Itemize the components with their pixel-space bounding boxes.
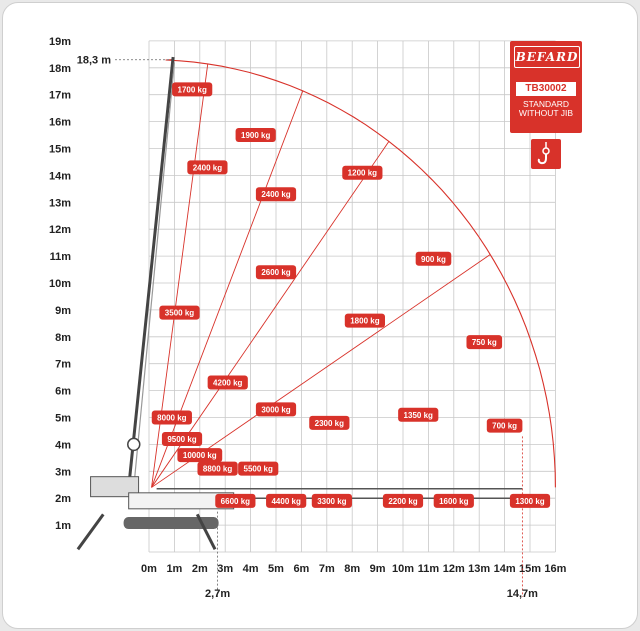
y-tick-label: 6m bbox=[55, 385, 71, 398]
load-label: 1900 kg bbox=[241, 131, 271, 141]
load-label: 9500 kg bbox=[167, 435, 197, 445]
model-label: TB30002 bbox=[516, 82, 576, 96]
x-tick-label: 0m bbox=[141, 563, 157, 575]
load-chart-frame bbox=[2, 2, 638, 629]
load-label: 3300 kg bbox=[317, 496, 347, 506]
max-height-annotation: 18,3 m bbox=[76, 54, 111, 67]
brand-badge bbox=[510, 41, 582, 133]
x-tick-label: 1m bbox=[166, 563, 183, 575]
y-tick-label: 2m bbox=[55, 493, 71, 506]
load-label: 2600 kg bbox=[261, 268, 291, 278]
y-tick-label: 5m bbox=[55, 412, 71, 425]
configuration-label: STANDARD WITHOUT JIB bbox=[518, 99, 574, 118]
y-tick-label: 19m bbox=[48, 35, 71, 48]
x-tick-label: 8m bbox=[344, 563, 361, 575]
x-tick-label: 16m bbox=[544, 563, 567, 575]
load-label: 750 kg bbox=[471, 338, 497, 348]
x-tick-label: 11m bbox=[417, 563, 440, 575]
y-tick-label: 8m bbox=[55, 331, 71, 344]
x-tick-label: 15m bbox=[518, 563, 542, 575]
load-label: 4200 kg bbox=[213, 378, 243, 388]
brand-logo: BEFARD bbox=[514, 46, 580, 68]
y-tick-label: 7m bbox=[55, 358, 71, 371]
y-tick-label: 1m bbox=[55, 520, 71, 533]
y-tick-label: 12m bbox=[48, 224, 71, 237]
y-tick-label: 18m bbox=[48, 62, 71, 75]
x-tick-label: 5m bbox=[268, 563, 284, 575]
y-tick-label: 17m bbox=[48, 89, 71, 102]
x-tick-label: 12m bbox=[442, 563, 465, 575]
x-tick-label: 2m bbox=[191, 563, 208, 575]
y-tick-label: 11m bbox=[49, 251, 71, 264]
boom-sheave bbox=[128, 438, 140, 450]
load-label: 8000 kg bbox=[157, 413, 187, 423]
x-tick-label: 9m bbox=[369, 563, 386, 575]
y-tick-label: 10m bbox=[48, 278, 71, 290]
load-label: 6600 kg bbox=[220, 496, 251, 506]
y-tick-label: 15m bbox=[48, 143, 71, 156]
x-tick-label: 10m bbox=[391, 563, 415, 575]
y-tick-label: 13m bbox=[48, 197, 71, 210]
y-tick-label: 4m bbox=[55, 439, 71, 452]
load-label: 2400 kg bbox=[261, 190, 291, 200]
load-label: 2400 kg bbox=[192, 163, 223, 173]
y-tick-label: 16m bbox=[48, 116, 71, 129]
load-label: 1200 kg bbox=[347, 168, 378, 178]
y-tick-label: 14m bbox=[48, 170, 71, 183]
load-label: 8800 kg bbox=[202, 464, 233, 474]
hook-icon bbox=[531, 139, 561, 169]
load-label: 700 kg bbox=[492, 421, 518, 431]
load-label: 1300 kg bbox=[515, 496, 545, 506]
y-tick-label: 3m bbox=[55, 466, 71, 479]
load-label: 900 kg bbox=[421, 254, 446, 264]
load-label: 1600 kg bbox=[439, 496, 469, 506]
load-label: 3500 kg bbox=[164, 308, 195, 318]
x-tick-label: 14m bbox=[493, 563, 516, 575]
y-tick-label: 9m bbox=[55, 304, 71, 317]
x-tick-label: 13m bbox=[468, 563, 491, 575]
x-tick-label: 4m bbox=[242, 563, 259, 575]
load-label: 2300 kg bbox=[314, 418, 345, 428]
min-radius-annotation: 2,7m bbox=[205, 588, 231, 600]
x-tick-label: 6m bbox=[293, 563, 310, 575]
load-label: 10000 kg bbox=[182, 451, 217, 461]
load-label: 3000 kg bbox=[261, 405, 291, 415]
load-label: 1700 kg bbox=[177, 85, 207, 95]
load-label: 2200 kg bbox=[388, 496, 418, 506]
load-label: 1800 kg bbox=[350, 316, 380, 326]
x-tick-label: 3m bbox=[217, 563, 234, 575]
x-tick-label: 7m bbox=[318, 563, 335, 575]
max-radius-annotation: 14,7m bbox=[506, 588, 538, 600]
load-label: 4400 kg bbox=[271, 496, 301, 506]
load-label: 5500 kg bbox=[243, 464, 273, 474]
load-label: 1350 kg bbox=[403, 410, 433, 420]
outrigger-left bbox=[78, 514, 103, 549]
